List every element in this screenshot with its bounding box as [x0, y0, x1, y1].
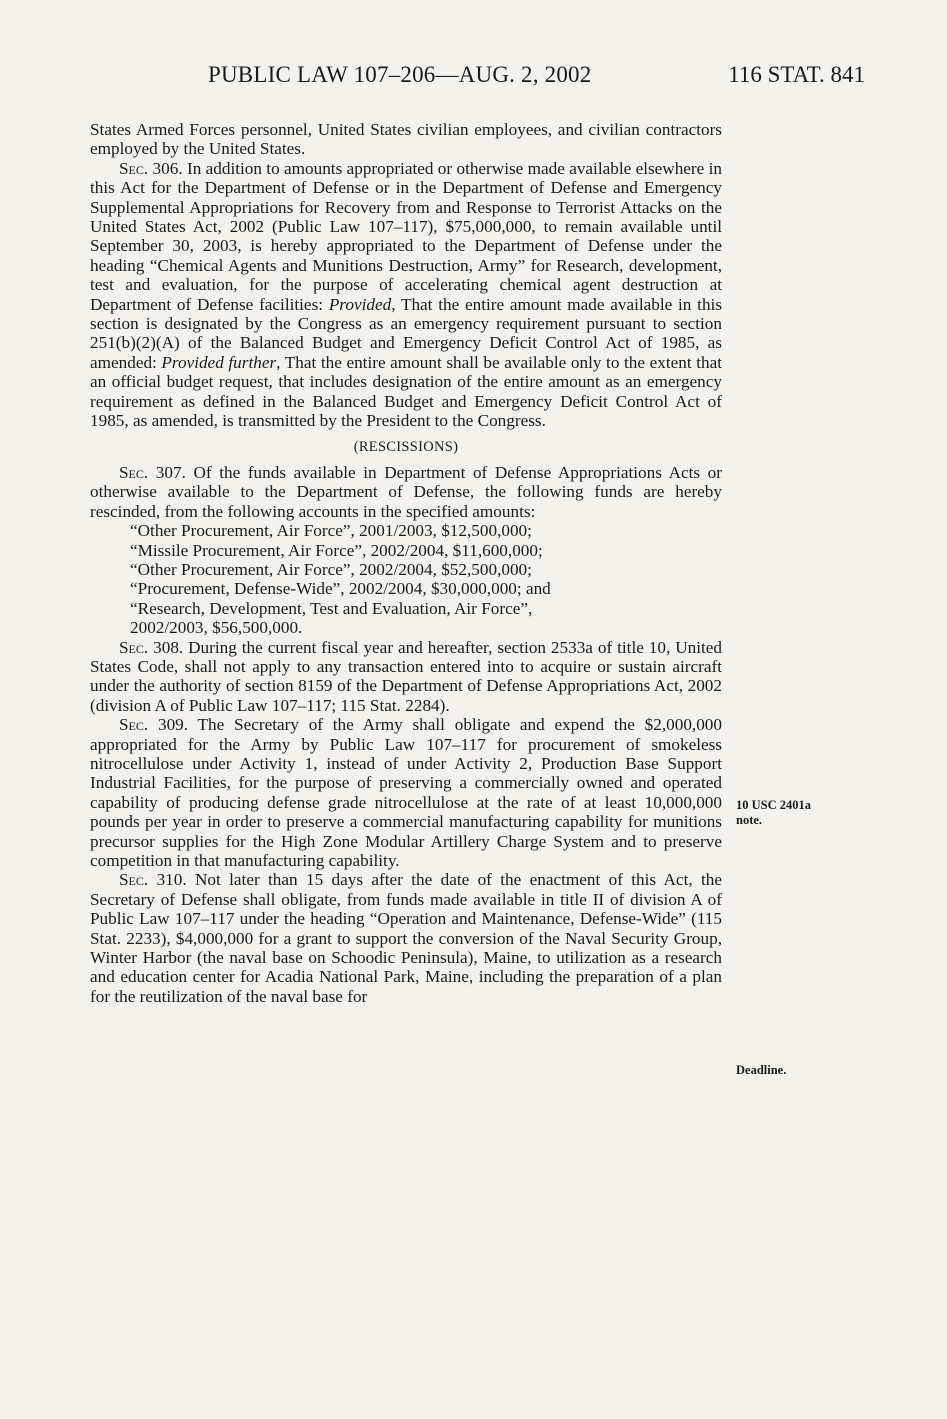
header-stat-page: 116 STAT. 841 — [728, 62, 865, 87]
rescission-item: “Missile Procurement, Air Force”, 2002/2004, $11,600,000; — [130, 540, 543, 560]
margin-note-deadline: Deadline. — [736, 1063, 787, 1077]
body-text — [90, 120, 722, 1006]
rescissions-heading: (RESCISSIONS) — [353, 438, 459, 455]
rescission-item: “Other Procurement, Air Force”, 2002/2004, $52,500,000; — [130, 559, 532, 579]
section-label: Sec. — [119, 637, 149, 657]
margin-note-usc-line2: note. — [736, 813, 763, 827]
section-309: Sec. 309. The Secretary of the Army shall obligate and expend the $2,000,000 appropriated for the Army by Public Law 107–117 for procurement of smokeless nitrocellulose under Activity 1, instead of under Activity 2, Production Base Support Industrial Facilities, for the purpose of preserving a commercially owned and operated capability of producing defense grade nitrocellulose at the rate of at least 10,000,000 pounds per year in order to preserve a commercial manufacturing capability for munitions precursor supplies for the High Zone Modular Artillery Charge System and to preserve competition in that manufacturing capability. — [90, 715, 722, 871]
margin-note-usc-line1: 10 USC 2401a — [736, 798, 812, 812]
rescission-item: “Other Procurement, Air Force”, 2001/2003, $12,500,000; — [130, 521, 532, 541]
margin-note-usc — [736, 798, 836, 828]
section-label: Sec. — [119, 158, 149, 178]
section-306: Sec. 306. In addition to amounts appropriated or otherwise made available elsewhere in this Act for the Department of Defense or in the Department of Defense and Emergency Supplemental Appropriations for Recovery from and Response to Terrorist Attacks on the United States Act, 2002 (Public Law 107–117), $75,000,000, to remain available until September 30, 2003, is hereby appropriated to the Department of Defense under the heading “Chemical Agents and Munitions Destruction, Army” for Research, development, test and evaluation, for the purpose of accelerating chemical agent destruction at Department of Defense facilities: Provided, That the entire amount made available in this section is designated by the Congress as an emergency requirement pursuant to section 251(b)(2)(A) of the Balanced Budget and Emergency Deficit Control Act of 1985, as amended: Provided further, That the entire amount shall be available only to the extent that an official budget request, that includes designation of the entire amount as an emergency requirement as defined in the Balanced Budget and Emergency Deficit Control Act of 1985, as amended, is transmitted by the President to the Congress. — [90, 158, 723, 431]
section-label: Sec. — [119, 715, 149, 735]
section-307: Sec. 307. Of the funds available in Department of Defense Appropriations Acts or otherwise available to the Department of Defense, the following funds are hereby rescinded, from the following accounts in the specified amounts: — [90, 462, 722, 521]
header-law-date: PUBLIC LAW 107–206—AUG. 2, 2002 — [208, 62, 592, 87]
section-310: Sec. 310. Not later than 15 days after the date of the enactment of this Act, the Secretary of Defense shall obligate, from funds made available in title II of division A of Public Law 107–117 under the heading “Operation and Maintenance, Defense-Wide” (115 Stat. 2233), $4,000,000 for a grant to support the conversion of the Naval Security Group, Winter Harbor (the naval base on Schoodic Peninsula), Maine, to utilization as a research and education center for Acadia National Park, Maine, including the preparation of a plan for the reutilization of the naval base for — [90, 870, 722, 1006]
section-308: Sec. 308. During the current fiscal year and hereafter, section 2533a of title 10, United States Code, shall not apply to any transaction entered into to acquire or sustain aircraft under the authority of section 8159 of the Department of Defense Appropriations Act, 2002 (division A of Public Law 107–117; 115 Stat. 2284). — [90, 637, 722, 715]
rescission-item: “Procurement, Defense-Wide”, 2002/2004, $30,000,000; and — [130, 579, 551, 599]
rescission-item: “Research, Development, Test and Evaluation, Air Force”, — [130, 598, 533, 618]
section-label: Sec. — [119, 870, 149, 890]
provided-further-italic: Provided further — [161, 352, 277, 372]
provided-italic: Provided — [328, 294, 392, 314]
running-header — [90, 62, 865, 96]
rescission-item-continuation: 2002/2003, $56,500,000. — [130, 618, 303, 638]
section-label: Sec. — [119, 462, 149, 482]
paragraph-continuation: States Armed Forces personnel, United States civilian employees, and civilian contractors employed by the United States. — [90, 120, 722, 159]
